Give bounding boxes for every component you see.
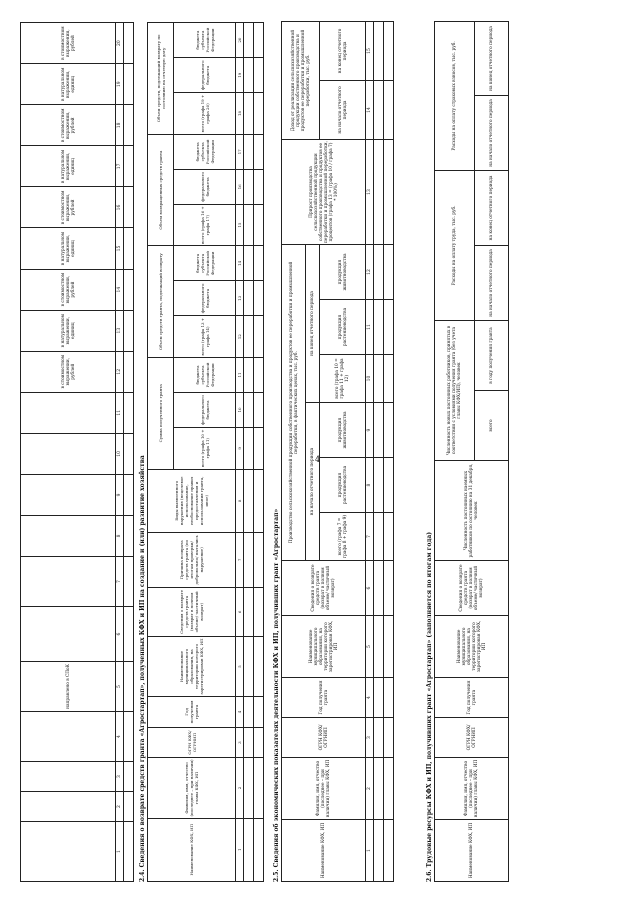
s24-return-header: Сведения о возврате средств гранта (возврат в полном объеме/ частичный возврат) — [148, 587, 236, 636]
s26-ogrn-header: ОГРН КФХ/ ОГРНИП — [435, 718, 509, 758]
s25-fio-header: Фамилия, имя, отчество (последнее – при наличии) главы КФХ, ИП — [282, 758, 366, 820]
s24-reason-header: Причина возврата средств гранта (по итогам проверки/ добровольно/ пытались нарушение) — [148, 533, 236, 588]
section-2-5 — [272, 22, 394, 882]
s24-grant-amount-header: Сумма полученного гранта — [148, 357, 174, 469]
top-empty-row — [124, 23, 134, 882]
top-number-row: 1 2 3 4 5 6 7 8 9 10 11 12 13 14 15 16 17 18 19 20 — [116, 23, 124, 882]
section-2-4-title: 2.4. Сведения о возврате средств гранта «Агростартап», полученных КФХ и ИП на создание и (или) развитие хозяйства — [139, 455, 146, 882]
page-number: 4 — [315, 455, 321, 464]
top-header-15: в натуральном выражении, единиц — [21, 228, 116, 269]
s26-year-header: Год получения гранта — [435, 678, 509, 718]
s25-empty-row — [384, 21, 394, 881]
top-header-19: в натуральном выражении, единиц — [21, 64, 116, 105]
s26-fio-header: Фамилия, имя, отчество (последнее – при наличии) главы КФХ, ИП — [435, 758, 509, 820]
s24-returned-header: Объем возвращенных средств гранта — [148, 134, 174, 246]
top-table-section — [20, 22, 134, 882]
s26-insurance-header: Расходы на оплату страховых взносов, тыс. руб. — [435, 21, 475, 170]
s24-empty-row — [254, 23, 264, 882]
section-2-4-table: Наименование КФХ, ИП Фамилия, имя, отчество (последнее – при наличии) главы КФХ, ИП ОГРН КФХ/ ОГРНИП Год получения гранта Наименование муниципального образования, на территории которого зарегистрирован КФХ, ИП Сведения о возврате средств гранта (возврат в полном объеме/ частичный возврат) Причина возврата средств гранта (по итогам проверки/ добровольно/ пытались нарушение) Виды выявленного нарушения (нецелевое использование, необоснование правил предоставления и использования гранта, иное) Сумма полученного гранта Объем средств гранта, подлежащий возврату Объем возвращенных средств гранта Объем средств, подлежащий возврату по состоянию на отчетную дату всего (графа 10 + графа 11) федерального бюджета бюджета субъекта Российской Федерации всего (графа 13 + графа 14) федерального бюджета бюджета субъекта Российской Федерации всего (графа 16 + графа 17) федерального бюджета бюджета субъекта Российской Федерации всего (графа 19 + графа 20) федерального бюджета бюджета субъекта Российской Федерации 1 2 3 4 5 6 7 8 9 10 11 12 13 14 15 16 17 18 19 20 — [147, 22, 264, 882]
section-2-5-table: Наименование КФХ, ИП Фамилия, имя, отчество (последнее – при наличии) главы КФХ, ИП ОГРН КФХ/ ОГРНИП Год получения гранта Наименование муниципального образования, на территории которого зарегистрирован КФХ, ИП Сведения о возврате средств гранта (возврат в полном объеме/ частичный возврат) Производство сельскохозяйственной продукции собственного производства и продуктов ее переработки и промышленной переработки, в фактических ценах, тыс. руб. Прирост производства сельскохозяйственной продукции собственного производства и продуктов ее переработки и промышленной переработки, процентов (графа 13 = (графа 10 / графа 7) * 100%) Доход от реализации сельскохозяйственной продукции собственного производства и продуктов ее переработки и промышленной переработки, тыс. руб. на начало отчетного периода на конец отчетного периода всего (графа 7 = графа 8 + графа 9) продукция растениеводства продукция животноводства всего (графа 10 = графа 11 + графа 12) продукция растениеводства продукция животноводства на начало отчетного периода на конец отчетного периода 1 2 3 4 5 6 7 8 9 10 11 12 13 14 15 — [281, 21, 394, 882]
s24-remaining-header: Объем средств, подлежащий возврату по состоянию на отчетную дату — [148, 23, 174, 135]
s24-fio-header: Фамилия, имя, отчество (последнее – при наличии) главы КФХ, ИП — [148, 758, 236, 818]
s26-name-header: Наименование КФХ, ИП — [435, 820, 509, 882]
s25-ogrn-header: ОГРН КФХ/ ОГРНИП — [282, 718, 366, 758]
s25-municipality-header: Наименование муниципального образования, на территории которого зарегистрирован КФХ, ИП — [282, 616, 366, 678]
section-2-6-table: Наименование КФХ, ИП Фамилия, имя, отчество (последнее – при наличии) главы КФХ, ИП ОГРН КФХ/ ОГРНИП Год получения гранта Наименование муниципального образования, на территории которого зарегистрирован КФХ, ИП Сведения о возврате средств гранта (возврат в полном объеме/ частичный возврат) Численность постоянных наемных работников по состоянию на 31 декабря, человек Численность новых постоянных работников, принятых в соответствии с условиями получения гранта (без учета главы КФХ/ИП), человек Расходы на оплату труда, тыс. руб. Расходы на оплату страховых взносов, тыс. руб. всего в году получения гранта на начало отчетного периода на конец отчетного периода на начало отчетного периода на конец отчетного периода — [434, 21, 509, 882]
s24-violation-header: Виды выявленного нарушения (нецелевое использование, необоснование правил предоставления и использования гранта, иное) — [148, 469, 236, 532]
top-header-spok: направлено в СПоК — [21, 662, 116, 712]
s25-end-header: на конец отчетного периода — [306, 244, 320, 402]
s25-growth-header: Прирост производства сельскохозяйственной продукции собственного производства и продуктов ее переработки и промышленной переработки, процентов (графа 13 = (графа 10 / графа 7) * 100%) — [282, 139, 366, 244]
s25-income-header: Доход от реализации сельскохозяйственной продукции собственного производства и продуктов ее переработки и промышленной переработки, тыс. руб. — [282, 21, 320, 139]
s25-year-header: Год получения гранта — [282, 678, 366, 718]
s26-wages-header: Расходы на оплату труда, тыс. руб. — [435, 170, 475, 320]
top-header-16: в стоимостном выражении, рублей — [21, 187, 116, 228]
s26-municipality-header: Наименование муниципального образования, на территории которого зарегистрирован КФХ, ИП — [435, 616, 509, 678]
s24-empty-row — [244, 23, 254, 882]
top-header-13: в натуральном выражении, единиц — [21, 310, 116, 351]
s26-staff-header: Численность постоянных наемных работников по состоянию на 31 декабря, человек — [435, 461, 509, 561]
s25-empty-row — [374, 21, 384, 881]
s25-production-header: Производство сельскохозяйственной продукции собственного производства и продуктов ее переработки и промышленной переработки, в фактических ценах, тыс. руб. — [282, 244, 306, 560]
s24-number-row: 1 2 3 4 5 6 7 8 9 10 11 12 13 14 15 16 17 18 19 20 — [236, 23, 244, 882]
section-2-6 — [425, 22, 509, 882]
top-table — [20, 22, 134, 882]
s25-number-row: 1 2 3 4 5 6 7 8 9 10 11 12 13 14 15 — [366, 21, 374, 881]
section-2-5-title: 2.5. Сведения об экономических показателях деятельности КФХ и ИП, получивших грант «Агростартап» — [273, 508, 280, 882]
section-2-4 — [138, 22, 264, 882]
section-2-6-title: 2.6. Трудовые ресурсы КФХ и ИП, получивших грант «Агростартап» (заполняется по итогам года) — [426, 531, 433, 882]
s25-start-header: на начало отчетного периода — [306, 403, 320, 561]
s24-year-header: Год получения гранта — [148, 697, 236, 728]
s24-to-return-header: Объем средств гранта, подлежащий возврату — [148, 246, 174, 358]
top-header-12: в стоимостном выражении, рублей — [21, 351, 116, 392]
top-header-14: в стоимостном выражении, рублей — [21, 269, 116, 310]
s25-return-header: Сведения о возврате средств гранта (возврат в полном объеме/ частичный возврат) — [282, 561, 366, 616]
s26-new-staff-header: Численность новых постоянных работников, принятых в соответствии с условиями получения гранта (без учета главы КФХ/ИП), человек — [435, 320, 475, 460]
s24-ogrn-header: ОГРН КФХ/ ОГРНИП — [148, 727, 236, 758]
top-header-18: в стоимостном выражении, рублей — [21, 105, 116, 146]
rotated-page — [20, 22, 620, 882]
s26-return-header: Сведения о возврате средств гранта (возврат в полном объеме/ частичный возврат) — [435, 561, 509, 616]
top-header-17: в натуральном выражении, единиц — [21, 146, 116, 187]
s24-municipality-header: Наименование муниципального образования, на территории которого зарегистрирован КФХ, ИП — [148, 636, 236, 696]
s24-name-header: Наименование КФХ, ИП — [148, 818, 236, 881]
s25-name-header: Наименование КФХ, ИП — [282, 820, 366, 882]
top-header-20: в стоимостном выражении, рублей — [21, 23, 116, 64]
